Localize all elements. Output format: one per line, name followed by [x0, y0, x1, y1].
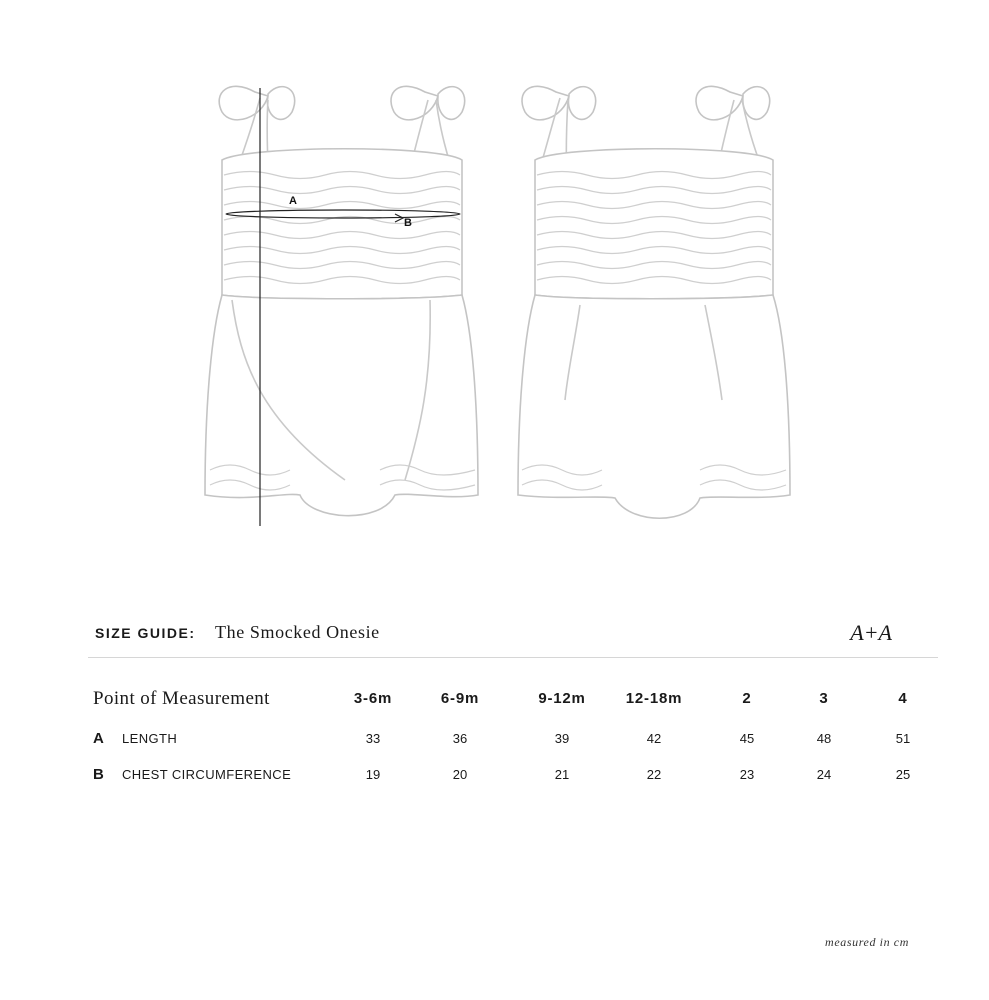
measure-label-b: B — [404, 217, 412, 229]
measure-label-a: A — [289, 195, 297, 207]
table-cell: 22 — [646, 767, 662, 782]
table-cell: 20 — [452, 767, 468, 782]
table-cell: 21 — [554, 767, 570, 782]
table-cell: 36 — [452, 731, 468, 746]
size-header: 9-12m — [538, 690, 586, 707]
size-header: 4 — [898, 690, 908, 707]
brand-logo: A+A — [850, 620, 892, 645]
table-cell: 39 — [554, 731, 570, 746]
size-guide-title — [95, 620, 925, 650]
row-letter: B — [93, 766, 104, 783]
divider — [88, 657, 938, 658]
front-view — [205, 86, 478, 526]
table-cell: 25 — [895, 767, 911, 782]
product-name: The Smocked Onesie — [215, 622, 380, 642]
table-cell: 51 — [895, 731, 911, 746]
table-cell: 42 — [646, 731, 662, 746]
row-letter: A — [93, 730, 104, 747]
point-of-measurement-header: Point of Measurement — [93, 688, 270, 709]
row-label: CHEST CIRCUMFERENCE — [122, 767, 292, 782]
table-cell: 24 — [816, 767, 832, 782]
size-header: 3-6m — [353, 690, 393, 707]
title-label: SIZE GUIDE: — [95, 625, 196, 641]
size-header: 2 — [742, 690, 752, 707]
units-footnote: measured in cm — [825, 935, 909, 949]
table-cell: 45 — [739, 731, 755, 746]
table-row-chest — [0, 766, 989, 786]
table-cell: 23 — [739, 767, 755, 782]
row-label: LENGTH — [122, 731, 178, 746]
table-row-length — [0, 730, 989, 750]
back-view — [518, 86, 790, 518]
table-cell: 33 — [365, 731, 381, 746]
size-header: 12-18m — [625, 690, 683, 707]
table-cell: 19 — [365, 767, 381, 782]
table-header-row — [0, 688, 989, 712]
size-header: 3 — [819, 690, 829, 707]
size-header: 6-9m — [440, 690, 480, 707]
table-cell: 48 — [816, 731, 832, 746]
